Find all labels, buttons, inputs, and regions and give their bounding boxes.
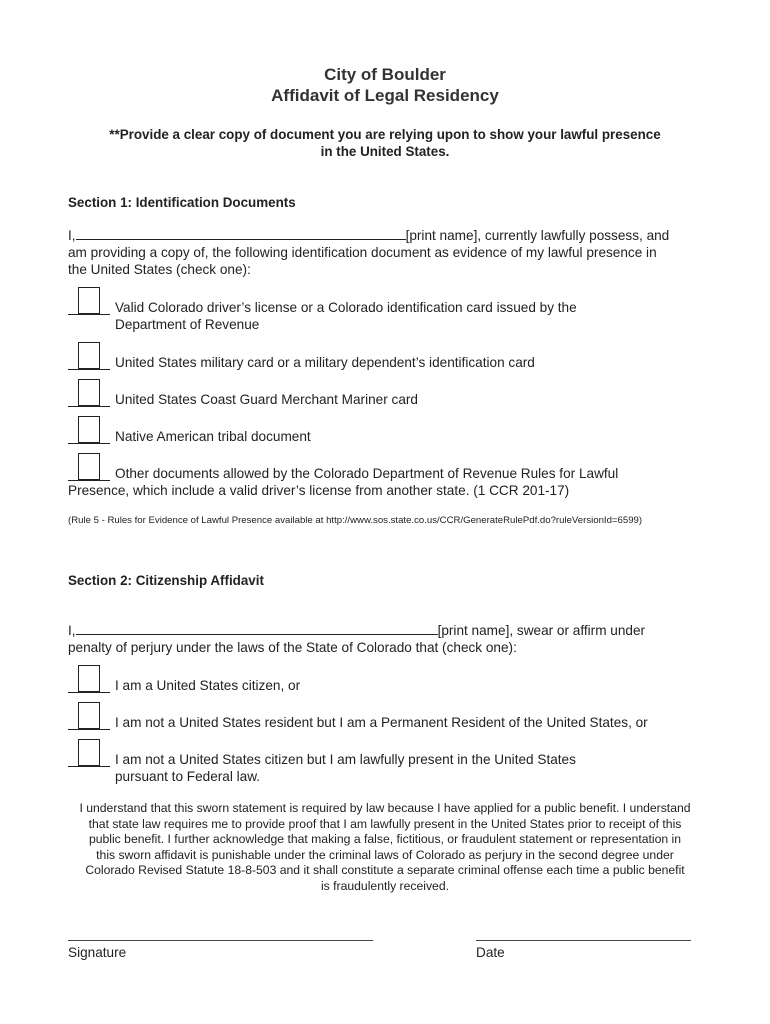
id-option-label: Native American tribal document [115, 429, 311, 444]
checkbox-tribal-document[interactable] [78, 416, 100, 443]
id-option-label: Other documents allowed by the Colorado Department of Revenue Rules for Lawful [115, 466, 619, 481]
checkbox-blank-line [68, 729, 110, 730]
section2-intro-line2: penalty of perjury under the laws of the State of Colorado that (check one): [68, 640, 517, 655]
instruction-note-line2: in the United States. [320, 144, 450, 159]
checkbox-blank-line [68, 369, 110, 370]
id-option-label: Valid Colorado driver’s license or a Colorado identification card issued by the [115, 300, 577, 315]
citizenship-option-label: I am not a United States citizen but I am lawfully present in the United States [115, 752, 576, 767]
date-field[interactable] [476, 940, 691, 941]
signature-label: Signature [68, 945, 127, 960]
checkbox-military-card[interactable] [78, 342, 100, 369]
checkbox-blank-line [68, 314, 110, 315]
legal-statement-line: is fraudulently received. [320, 878, 450, 893]
section1-heading: Section 1: Identification Documents [68, 195, 296, 210]
section1-print-name-field[interactable] [76, 227, 406, 240]
citizenship-option-label: I am not a United States resident but I am a Permanent Resident of the United States, or [115, 715, 648, 730]
section1-intro [68, 227, 688, 278]
checkbox-coast-guard[interactable] [78, 379, 100, 406]
legal-statement-line: I understand that this sworn statement is required by law because I have applied for a public benefit. I understand [79, 801, 691, 815]
checkbox-lawfully-present[interactable] [78, 739, 100, 766]
legal-statement-line: public benefit. I further acknowledge that making a false, fictitious, or fraudulent statement or representation in [88, 832, 682, 847]
checkbox-colorado-license[interactable] [78, 287, 100, 314]
checkbox-other-documents[interactable] [78, 453, 100, 480]
section1-intro-prefix: I, [68, 228, 76, 243]
checkbox-us-citizen[interactable] [78, 665, 100, 692]
section1-intro-suffix: [print name], currently lawfully possess, and [405, 228, 670, 243]
instruction-note-line1: **Provide a clear copy of document you are relying upon to show your lawful presence [109, 127, 661, 142]
checkbox-blank-line [68, 766, 110, 767]
checkbox-permanent-resident[interactable] [78, 702, 100, 729]
citizenship-option-label-line2: pursuant to Federal law. [115, 769, 261, 784]
section1-intro-line2: am providing a copy of, the following identification document as evidence of my lawful presence in [68, 245, 657, 260]
section2-intro-suffix: [print name], swear or affirm under [437, 623, 646, 638]
id-option-label: United States Coast Guard Merchant Mariner card [115, 392, 418, 407]
legal-statement-line: that state law requires me to provide proof that I am lawfully present in the United States prior to receipt of this [88, 816, 682, 831]
checkbox-blank-line [68, 692, 110, 693]
id-option-other-documents-line2: Presence, which include a valid driver’s license from another state. (1 CCR 201-17) [68, 483, 570, 498]
checkbox-blank-line [68, 443, 110, 444]
id-option-label-line2: Department of Revenue [115, 317, 260, 332]
section2-intro-prefix: I, [68, 623, 76, 638]
form-title: Affidavit of Legal Residency [271, 86, 499, 105]
section2-print-name-field[interactable] [76, 622, 438, 635]
section2-intro [68, 622, 688, 656]
form-title-city: City of Boulder [324, 65, 446, 84]
date-label: Date [476, 945, 505, 960]
citizenship-option-label: I am a United States citizen, or [115, 678, 301, 693]
id-option-label: United States military card or a military dependent’s identification card [115, 355, 535, 370]
section1-intro-line3: the United States (check one): [68, 262, 251, 277]
legal-statement [60, 801, 710, 895]
checkbox-blank-line [68, 480, 110, 481]
instruction-note [60, 126, 710, 160]
signature-field[interactable] [68, 940, 373, 941]
legal-statement-line: Colorado Revised Statute 18-8-503 and it shall constitute a separate criminal offense each time a public benefit [85, 863, 685, 878]
rule-reference-note: (Rule 5 - Rules for Evidence of Lawful Presence available at http://www.sos.state.co.us/CCR/GenerateRulePdf.do?ruleVersionId=6599) [68, 515, 643, 526]
legal-statement-line: this sworn affidavit is punishable under the criminal laws of Colorado as perjury in the second degree under [96, 847, 674, 862]
section2-heading: Section 2: Citizenship Affidavit [68, 573, 264, 588]
checkbox-blank-line [68, 406, 110, 407]
